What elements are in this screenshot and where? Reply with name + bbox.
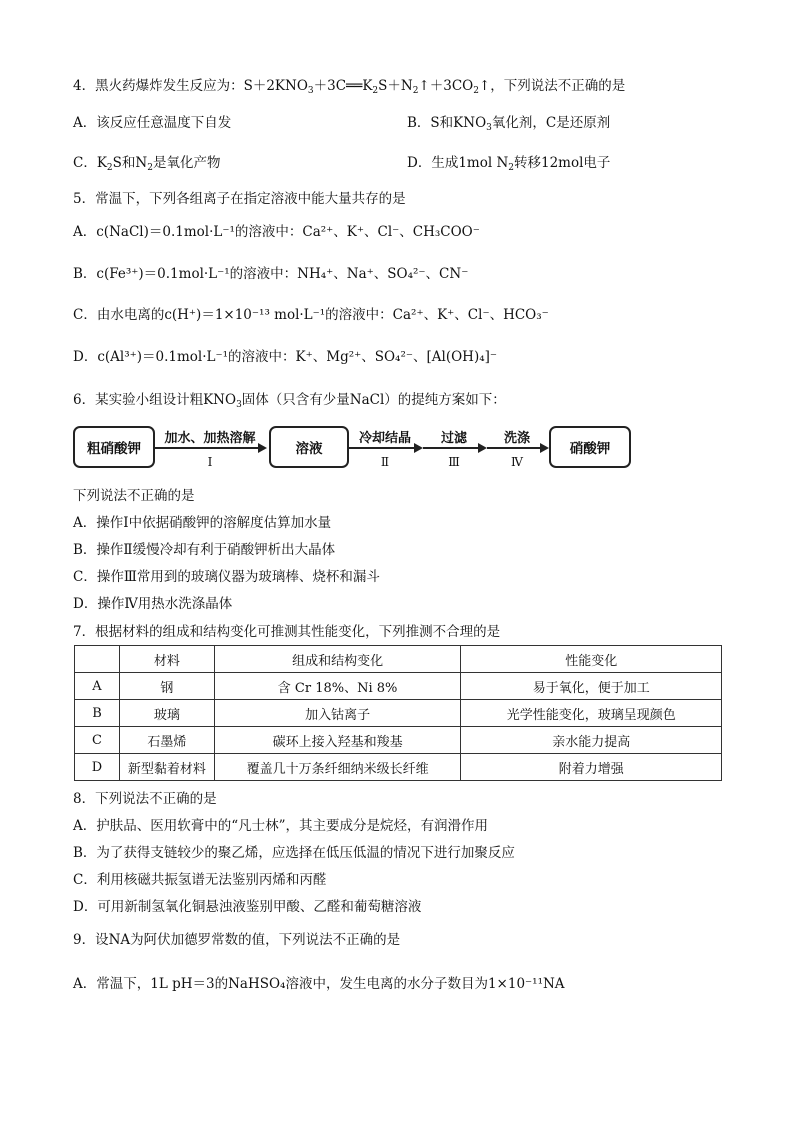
table-header-row bbox=[75, 646, 722, 673]
table-cell: 光学性能变化，玻璃呈现颜色 bbox=[461, 700, 722, 727]
flow-step4-label: 洗涤 bbox=[503, 431, 530, 446]
q5-option-b: B．c(Fe³⁺)＝0.1mol·L⁻¹的溶液中：NH₄⁺、Na⁺、SO₄²⁻、CN⁻ bbox=[73, 266, 469, 282]
flow-step4-num: Ⅳ bbox=[511, 455, 523, 469]
q8-option-d: D．可用新制氢氧化铜悬浊液鉴别甲酸、乙醛和葡萄糖溶液 bbox=[73, 899, 422, 915]
flow-step3-label: 过滤 bbox=[440, 431, 467, 446]
table-cell: A bbox=[75, 673, 120, 700]
q5-option-c: C．由水电离的c(H⁺)＝1×10⁻¹³ mol·L⁻¹的溶液中：Ca²⁺、K⁺、Cl⁻、HCO₃⁻ bbox=[73, 307, 549, 323]
table-cell: 石墨烯 bbox=[119, 727, 214, 754]
q4-stem: 4．黑火药爆炸发生反应为：$S+2KNO_3+3C══K_2S+N_2↑+3CO_2↑$，下列说法不正确的是 bbox=[73, 78, 626, 96]
table-row bbox=[75, 727, 722, 754]
q8-option-a: A．护肤品、医用软膏中的“凡士林”，其主要成分是烷烃，有润滑作用 bbox=[73, 818, 489, 834]
table-cell: 新型黏着材料 bbox=[119, 754, 214, 781]
flow-step1-label: 加水、加热溶解 bbox=[164, 431, 256, 446]
table-header-cell: 性能变化 bbox=[461, 646, 722, 673]
q6-stem: 6．某实验小组设计粗$KNO_3$固体（只含有少量NaCl）的提纯方案如下： bbox=[73, 392, 506, 410]
purification-flowchart bbox=[73, 423, 633, 475]
flow-box-solution: 溶液 bbox=[269, 426, 349, 468]
flow-step3-num: Ⅲ bbox=[448, 455, 460, 469]
table-cell: D bbox=[75, 754, 120, 781]
flow-box-product: 硝酸钾 bbox=[549, 426, 631, 468]
q8-option-b: B．为了获得支链较少的聚乙烯，应选择在低压低温的情况下进行加聚反应 bbox=[73, 845, 515, 861]
q9-option-a: A．常温下，1L pH＝3的NaHSO₄溶液中，发生电离的水分子数目为1×10⁻¹¹NA bbox=[73, 976, 565, 992]
q4-option-b: B．S和$KNO_3$氧化剂，C是还原剂 bbox=[407, 115, 611, 133]
table-cell: 含 Cr 18%、Ni 8% bbox=[214, 673, 461, 700]
table-cell: 易于氧化，便于加工 bbox=[461, 673, 722, 700]
flow-step2-label: 冷却结晶 bbox=[358, 431, 411, 446]
q6-option-a: A．操作Ⅰ中依据硝酸钾的溶解度估算加水量 bbox=[73, 515, 332, 531]
flow-arrow-2 bbox=[349, 447, 421, 449]
flow-step2-num: Ⅱ bbox=[380, 455, 390, 469]
table-cell: 钢 bbox=[119, 673, 214, 700]
flow-arrow-3 bbox=[423, 447, 485, 449]
q4-option-c: C．$K_2S$和$N_2$是氧化产物 bbox=[73, 155, 221, 173]
q7-stem: 7．根据材料的组成和结构变化可推测其性能变化，下列推测不合理的是 bbox=[73, 624, 501, 640]
q6-option-d: D．操作Ⅳ用热水洗涤晶体 bbox=[73, 596, 233, 612]
table-cell: 覆盖几十万条纤细纳米级长纤维 bbox=[214, 754, 461, 781]
q5-option-a: A．c(NaCl)＝0.1mol·L⁻¹的溶液中：Ca²⁺、K⁺、Cl⁻、CH₃COO⁻ bbox=[73, 224, 480, 240]
table-row bbox=[75, 673, 722, 700]
q9-stem: 9．设NA为阿伏加德罗常数的值，下列说法不正确的是 bbox=[73, 932, 401, 948]
table-cell: 附着力增强 bbox=[461, 754, 722, 781]
table-cell: 玻璃 bbox=[119, 700, 214, 727]
table-cell: B bbox=[75, 700, 120, 727]
flow-arrow-4 bbox=[487, 447, 547, 449]
table-cell: 碳环上接入羟基和羧基 bbox=[214, 727, 461, 754]
q7-table bbox=[74, 645, 722, 781]
q6-option-c: C．操作Ⅲ常用到的玻璃仪器为玻璃棒、烧杯和漏斗 bbox=[73, 569, 380, 585]
table-cell: 加入钴离子 bbox=[214, 700, 461, 727]
flow-box-crude: 粗硝酸钾 bbox=[73, 426, 155, 468]
q6-question: 下列说法不正确的是 bbox=[73, 488, 195, 504]
q8-stem: 8．下列说法不正确的是 bbox=[73, 791, 217, 807]
table-header-cell: 材料 bbox=[119, 646, 214, 673]
q4-option-a: A．该反应任意温度下自发 bbox=[73, 115, 232, 131]
q5-stem: 5．常温下，下列各组离子在指定溶液中能大量共存的是 bbox=[73, 191, 406, 207]
table-row bbox=[75, 700, 722, 727]
table-cell: C bbox=[75, 727, 120, 754]
table-header-cell bbox=[75, 646, 120, 673]
q5-option-d: D．c(Al³⁺)＝0.1mol·L⁻¹的溶液中：K⁺、Mg²⁺、SO₄²⁻、[Al(OH)₄]⁻ bbox=[73, 349, 498, 365]
q8-option-c: C．利用核磁共振氢谱无法鉴别丙烯和丙醛 bbox=[73, 872, 327, 888]
flow-arrow-1 bbox=[155, 447, 265, 449]
table-row bbox=[75, 754, 722, 781]
table-header-cell: 组成和结构变化 bbox=[214, 646, 461, 673]
table-cell: 亲水能力提高 bbox=[461, 727, 722, 754]
flow-step1-num: Ⅰ bbox=[207, 455, 213, 469]
q4-option-d: D．生成1mol $N_2$转移12mol电子 bbox=[407, 155, 611, 173]
q6-option-b: B．操作Ⅱ缓慢冷却有利于硝酸钾析出大晶体 bbox=[73, 542, 336, 558]
